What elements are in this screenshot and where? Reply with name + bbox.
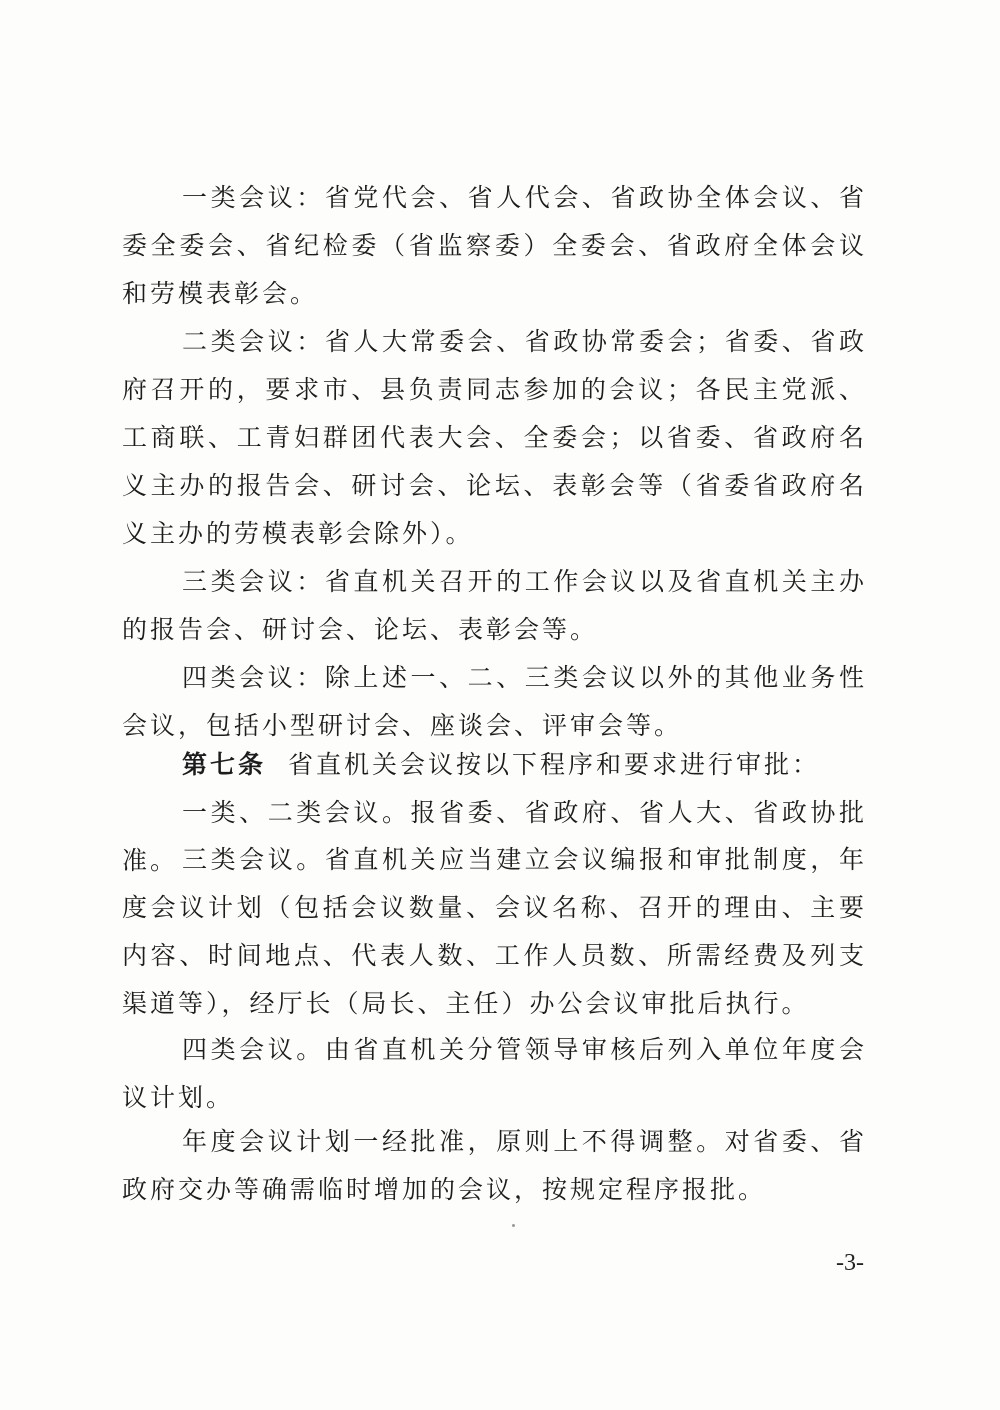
paragraph-class-two-meetings: 二类会议：省人大常委会、省政协常委会；省委、省政府召开的，要求市、县负责同志参加的会议；各民主党派、工商联、工青妇群团代表大会、全委会；以省委、省政府名义主办的报告会、研讨会、论坛、表彰会等（省委省政府名义主办的劳模表彰会除外）。	[122, 327, 867, 548]
paragraph-class-four-meetings: 四类会议：除上述一、二、三类会议以外的其他业务性会议，包括小型研讨会、座谈会、评审会等。	[122, 663, 867, 740]
paragraph-class-three-meetings: 三类会议：省直机关召开的工作会议以及省直机关主办的报告会、研讨会、论坛、表彰会等。	[122, 567, 867, 644]
scan-speck	[512, 1224, 515, 1227]
article-seven-text: 省直机关会议按以下程序和要求进行审批：	[288, 750, 821, 779]
paragraph-approval-class-one-two: 一类、二类会议。报省委、省政府、省人大、省政协批准。	[122, 798, 867, 875]
page-number: -3-	[836, 1250, 864, 1276]
paragraph-approval-class-three: 三类会议。省直机关应当建立会议编报和审批制度，年度会议计划（包括会议数量、会议名称、召开的理由、主要内容、时间地点、代表人数、工作人员数、所需经费及列支渠道等），经厅长（局长、主任）办公会议审批后执行。	[122, 845, 867, 1018]
paragraph-approval-class-four: 四类会议。由省直机关分管领导审核后列入单位年度会议计划。	[122, 1035, 867, 1112]
article-heading: 第七条	[182, 750, 267, 779]
paragraph-class-one-meetings: 一类会议：省党代会、省人代会、省政协全体会议、省委全委会、省纪检委（省监察委）全委会、省政府全体会议和劳模表彰会。	[122, 183, 867, 308]
paragraph-annual-plan: 年度会议计划一经批准，原则上不得调整。对省委、省政府交办等确需临时增加的会议，按规定程序报批。	[122, 1127, 867, 1204]
paragraph-article-seven	[122, 741, 867, 789]
